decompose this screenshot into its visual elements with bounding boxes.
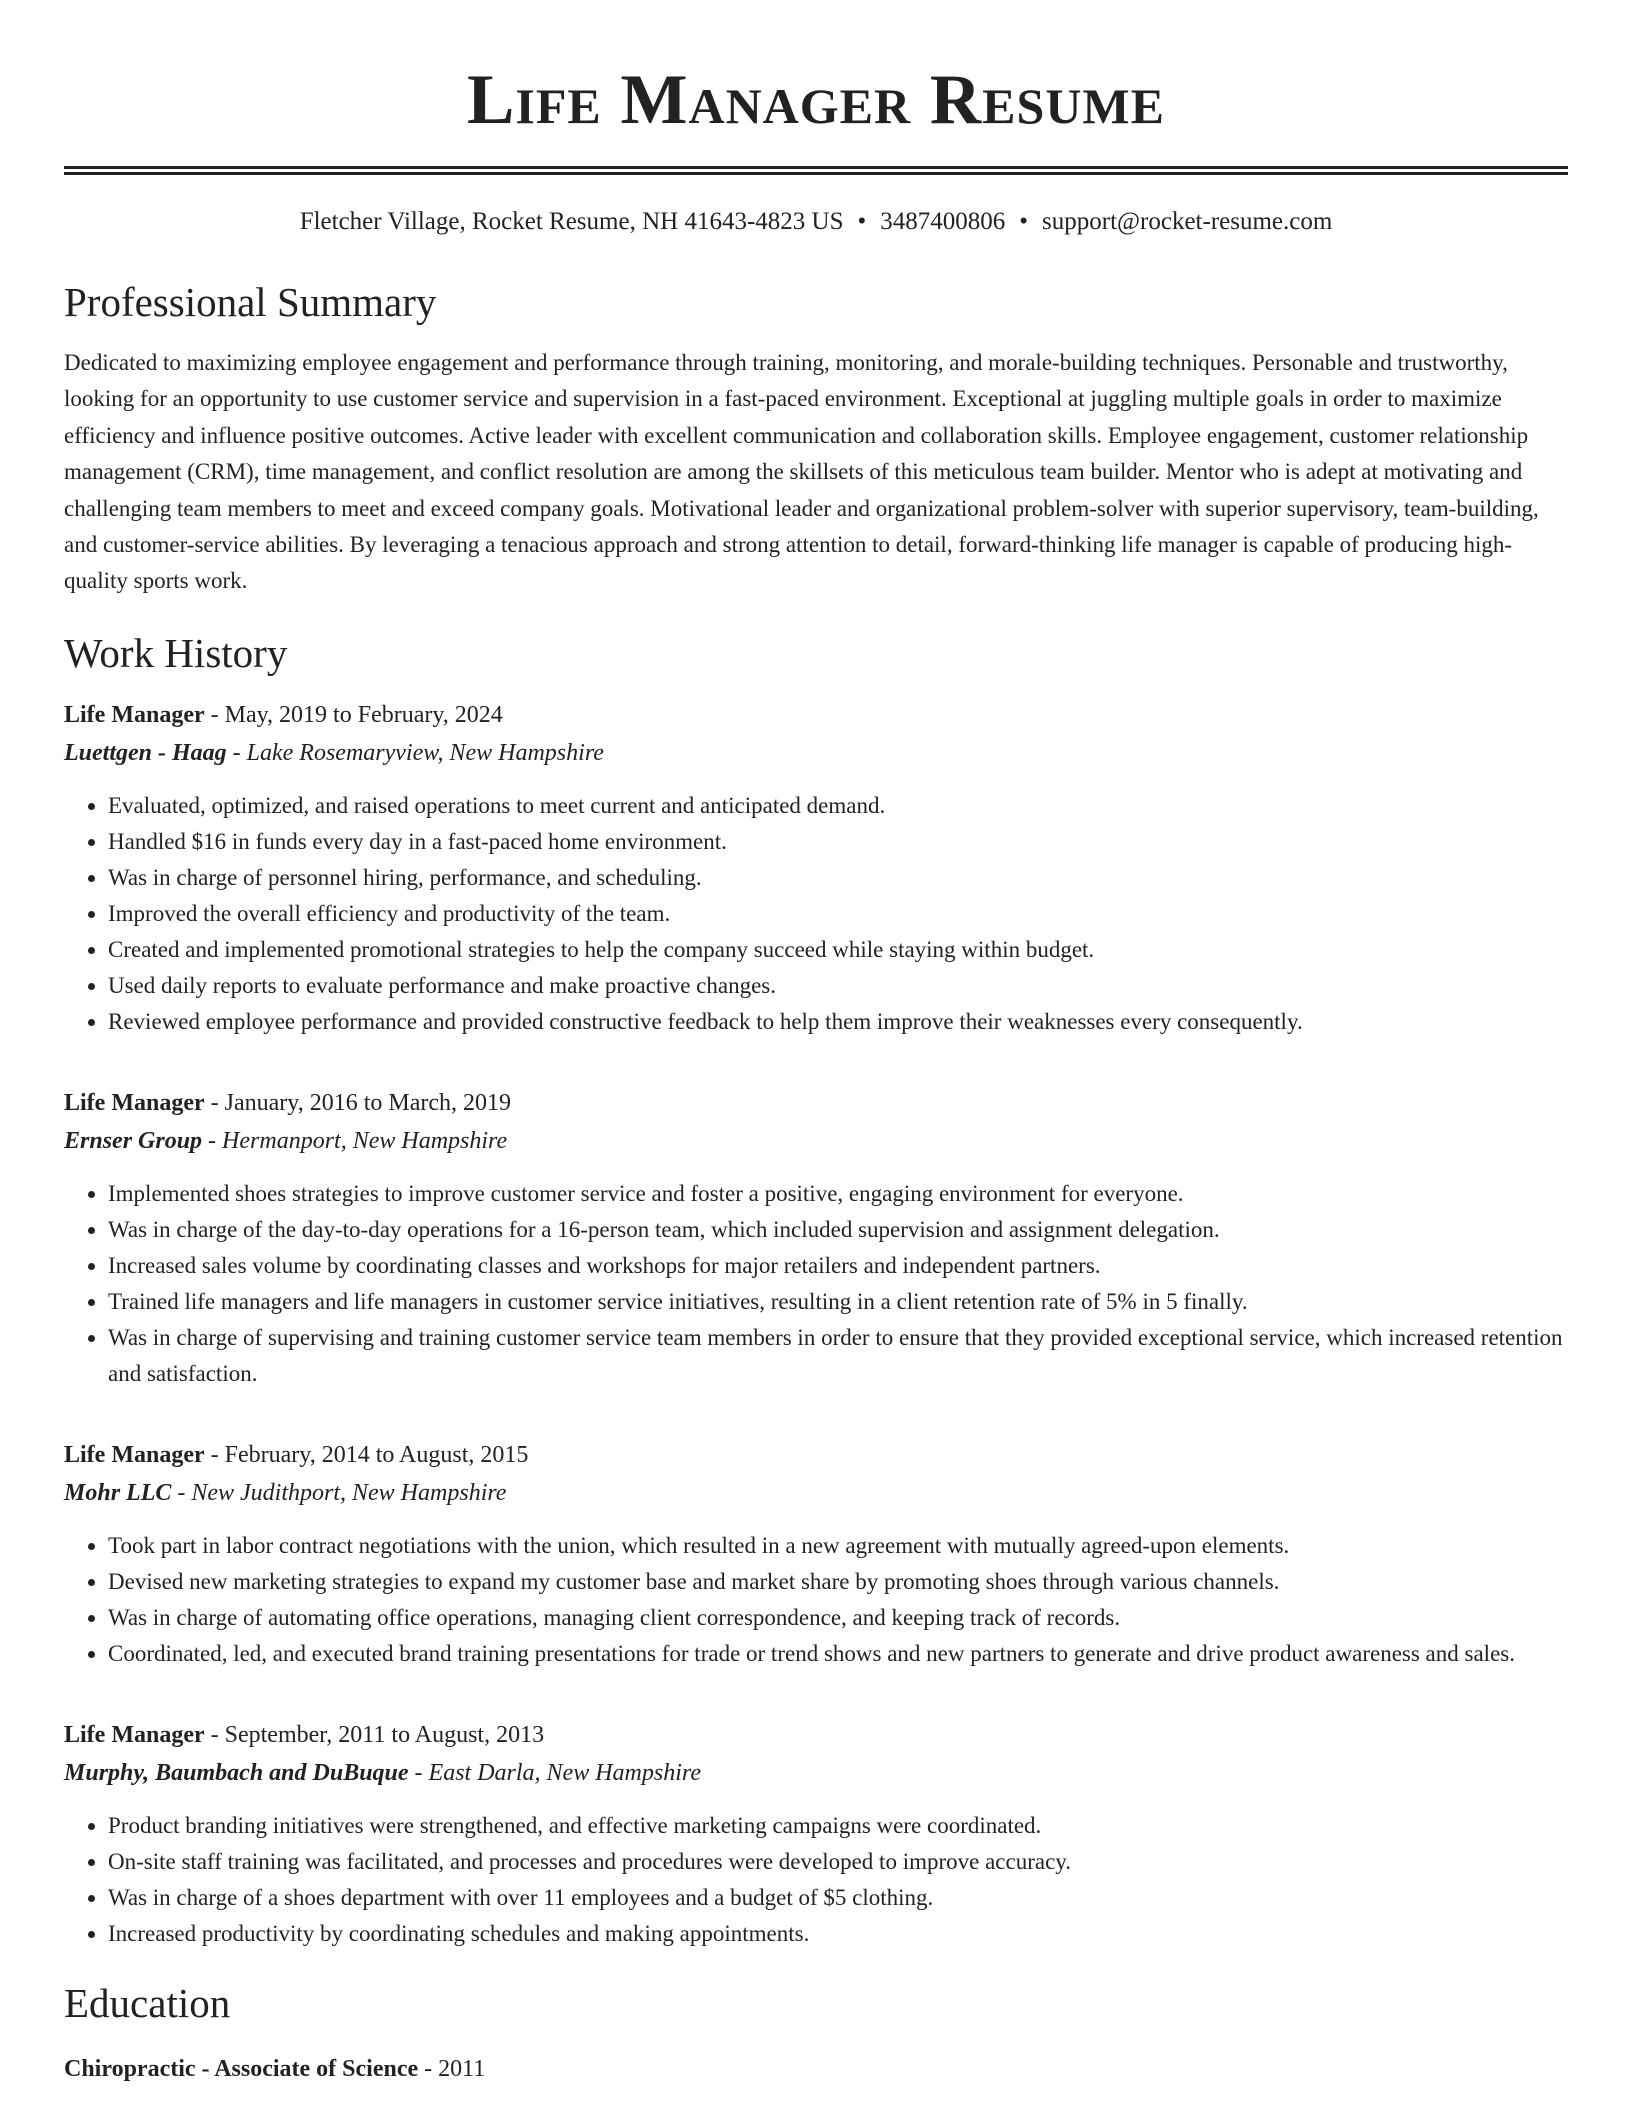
job-bullet: • Improved the overall efficiency and productivity of the team. [108,896,1568,932]
summary-text: Dedicated to maximizing employee engagement and performance through training, monitoring, and morale-building techniques. Personable and trustworthy, looking for an opportunity to use customer service and supervision in a fast-paced environment. Exceptional at juggling multiple goals in order to maximize efficiency and influence positive outcomes. Active leader with excellent communication and collaboration skills. Employee engagement, customer relationship management (CRM), time management, and conflict resolution are among the skillsets of this meticulous team builder. Mentor who is adept at motivating and challenging team members to meet and exceed company goals. Motivational leader and organizational problem-solver with superior supervisory, team-building, and customer-service abilities. By leveraging a tenacious approach and strong attention to detail, forward-thinking life manager is capable of producing high-quality sports work. [64,350,1539,594]
job-list [64,696,1568,1952]
job-location: - Lake Rosemaryview, New Hampshire [226,739,604,766]
job-dates: - September, 2011 to August, 2013 [204,1721,545,1748]
job-title: Life Manager [64,1441,205,1468]
job-company-line [64,734,1568,772]
job-bullet: • Was in charge of automating office operations, managing client correspondence, and keeping track of records. [108,1600,1568,1636]
job-bullet: • Created and implemented promotional strategies to help the company succeed while staying within budget. [108,932,1568,968]
job-bullet: • Increased productivity by coordinating schedules and making appointments. [108,1916,1568,1952]
job-dates: - February, 2014 to August, 2015 [204,1441,529,1468]
job-company: Luettgen - Haag [64,739,227,766]
education-entry [64,2050,1568,2088]
education-degree: Chiropractic - Associate of Science [64,2055,419,2082]
job-bullet: • Took part in labor contract negotiations with the union, which resulted in a new agreement with mutually agreed-upon elements. [108,1528,1568,1564]
job-bullet: • Was in charge of the day-to-day operations for a 16-person team, which included supervision and assignment delegation. [108,1212,1568,1248]
job-title: Life Manager [64,1089,205,1116]
job-title-line [64,1084,1568,1122]
contact-phone: 3487400806 [880,208,1006,235]
job-location: - Hermanport, New Hampshire [202,1127,508,1154]
job-bullet: • Reviewed employee performance and provided constructive feedback to help them improve their weaknesses every consequently. [108,1004,1568,1040]
job-bullets [64,788,1568,1040]
job-title: Life Manager [64,701,205,728]
job-bullet: • Handled $16 in funds every day in a fast-paced home environment. [108,824,1568,860]
job-dates: - May, 2019 to February, 2024 [204,701,503,728]
job-bullet: • Used daily reports to evaluate performance and make proactive changes. [108,968,1568,1004]
job-bullets [64,1176,1568,1392]
job-location: - East Darla, New Hampshire [408,1759,701,1786]
job-bullet: • Was in charge of personnel hiring, performance, and scheduling. [108,860,1568,896]
job-bullet: • Coordinated, led, and executed brand training presentations for trade or trend shows and new partners to generate and drive product awareness and sales. [108,1636,1568,1672]
resume-page [64,0,1568,2088]
work-history-heading: Work History [64,629,288,676]
job-bullets [64,1808,1568,1952]
resume-title: Life Manager Resume [467,61,1165,139]
education-heading: Education [64,1979,231,2026]
job-entry [64,1716,1568,1952]
job-bullets [64,1528,1568,1672]
job-bullet: • Increased sales volume by coordinating classes and workshops for major retailers and independent partners. [108,1248,1568,1284]
job-company-line [64,1122,1568,1160]
contact-separator: • [857,208,867,235]
job-company-line [64,1474,1568,1512]
job-entry [64,1436,1568,1672]
job-bullet: • Product branding initiatives were strengthened, and effective marketing campaigns were coordinated. [108,1808,1568,1844]
job-bullet: • Was in charge of supervising and training customer service team members in order to ensure that they provided exceptional service, which increased retention and satisfaction. [108,1320,1568,1392]
contact-line [64,205,1568,239]
contact-email: support@rocket-resume.com [1042,208,1333,235]
summary-heading: Professional Summary [64,279,437,325]
job-title-line [64,1436,1568,1474]
job-bullet: • Was in charge of a shoes department with over 11 employees and a budget of $5 clothing. [108,1880,1568,1916]
job-location: - New Judithport, New Hampshire [171,1479,507,1506]
job-company: Ernser Group [64,1127,203,1154]
title-double-rule [64,166,1568,175]
job-company: Mohr LLC [64,1479,172,1506]
job-bullet: • On-site staff training was facilitated, and processes and procedures were developed to improve accuracy. [108,1844,1568,1880]
education-year: - 2011 [418,2055,486,2082]
job-title: Life Manager [64,1721,205,1748]
job-bullet: • Evaluated, optimized, and raised operations to meet current and anticipated demand. [108,788,1568,824]
contact-separator: • [1019,208,1029,235]
job-dates: - January, 2016 to March, 2019 [204,1089,511,1116]
job-bullet: • Devised new marketing strategies to expand my customer base and market share by promoting shoes through various channels. [108,1564,1568,1600]
job-title-line [64,696,1568,734]
job-entry [64,1084,1568,1392]
job-bullet: • Implemented shoes strategies to improve customer service and foster a positive, engaging environment for everyone. [108,1176,1568,1212]
job-company-line [64,1754,1568,1792]
job-bullet: • Trained life managers and life managers in customer service initiatives, resulting in a client retention rate of 5% in 5 finally. [108,1284,1568,1320]
job-title-line [64,1716,1568,1754]
job-entry [64,696,1568,1040]
contact-address: Fletcher Village, Rocket Resume, NH 41643-4823 US [299,208,844,235]
job-company: Murphy, Baumbach and DuBuque [64,1759,409,1786]
